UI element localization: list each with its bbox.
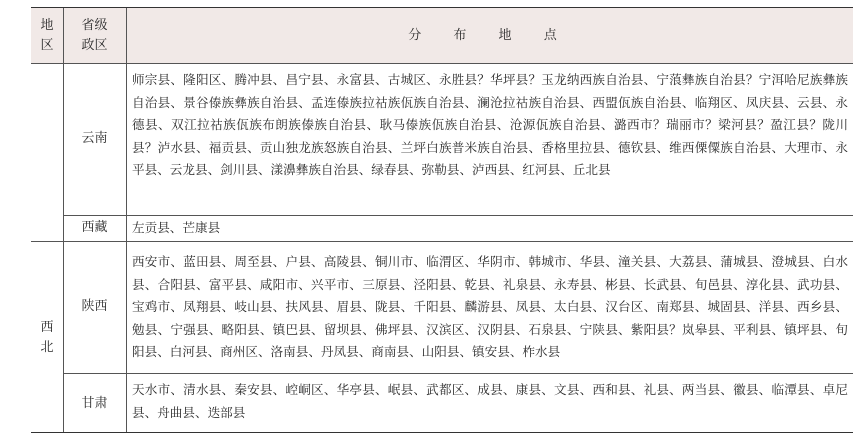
province-name: 西藏 (81, 220, 108, 235)
region-name-line: 北 (40, 339, 54, 355)
region-name-line: 西 (40, 319, 54, 335)
row-divider (31, 241, 853, 242)
header-province-line: 省级 (81, 17, 108, 33)
places-cell: 西安市、蓝田县、周至县、户县、高陵县、铜川市、临渭区、华阴市、韩城市、华县、潼关县、大荔县、蒲城县、澄城县、白水县、合阳县、富平县、咸阳市、兴平市、三原县、泾阳县、乾县、礼泉县、永寿县、彬县、长武县、旬邑县、淳化县、武功县、宝鸡市、凤翔县、岐山县、扶风县、眉县、陇县、千阳县、麟游县、凤县、太白县、汉台区、南郑县、城固县、洋县、西乡县、勉县、宁强县、略阳县、镇巴县、留坝县、佛坪县、汉滨区、汉阴县、石泉县、宁陕县、紫阳县？岚皋县、平利县、镇坪县、旬阳县、白河县、商州区、洛南县、丹凤县、商南县、山阳县、镇安县、柞水县 (132, 254, 848, 360)
region-cell (31, 241, 63, 434)
header-province (63, 8, 126, 63)
row-divider (63, 373, 853, 374)
places-cell: 天水市、清水县、秦安县、崆峒区、华亭县、岷县、武都区、成县、康县、文县、西和县、礼县、两当县、徽县、临潭县、卓尼县、舟曲县、迭部县 (132, 382, 848, 420)
header-province-line: 政区 (81, 37, 108, 53)
province-name: 陕西 (81, 299, 108, 314)
province-cell (63, 241, 126, 373)
column-divider (126, 8, 127, 432)
province-name: 云南 (81, 131, 108, 146)
row-divider (63, 215, 853, 216)
distribution-table (31, 7, 853, 433)
header-region (31, 8, 63, 63)
header-distribution-label: 分 布 地 点 (408, 27, 571, 43)
header-distribution (126, 8, 853, 63)
province-cell (63, 373, 126, 434)
header-region-line: 区 (40, 37, 54, 53)
province-name: 甘肃 (81, 395, 108, 411)
province-cell (63, 63, 126, 215)
places-cell: 左贡县、芒康县 (132, 220, 221, 235)
header-region-line: 地 (40, 17, 54, 33)
province-cell (63, 215, 126, 241)
places-cell: 师宗县、隆阳区、腾冲县、昌宁县、永富县、古城区、永胜县？华坪县？玉龙纳西族自治县、宁蒗彝族自治县？宁洱哈尼族彝族自治县、景谷傣族彝族自治县、孟连傣族拉祜族佤族自治县、澜沧拉祜族自治县、西盟佤族自治县、临翔区、凤庆县、云县、永德县、双江拉祜族佤族布朗族傣族自治县、耿马傣族佤族自治县、沧源佤族自治县、潞西市？瑞丽市？梁河县？盈江县？陇川县？泸水县、福贡县、贡山独龙族怒族自治县、兰坪白族普米族自治县、香格里拉县、德钦县、维西傈僳族自治县、大理市、永平县、云龙县、剑川县、漾濞彝族自治县、绿春县、弥勒县、泸西县、红河县、丘北县 (132, 72, 848, 178)
